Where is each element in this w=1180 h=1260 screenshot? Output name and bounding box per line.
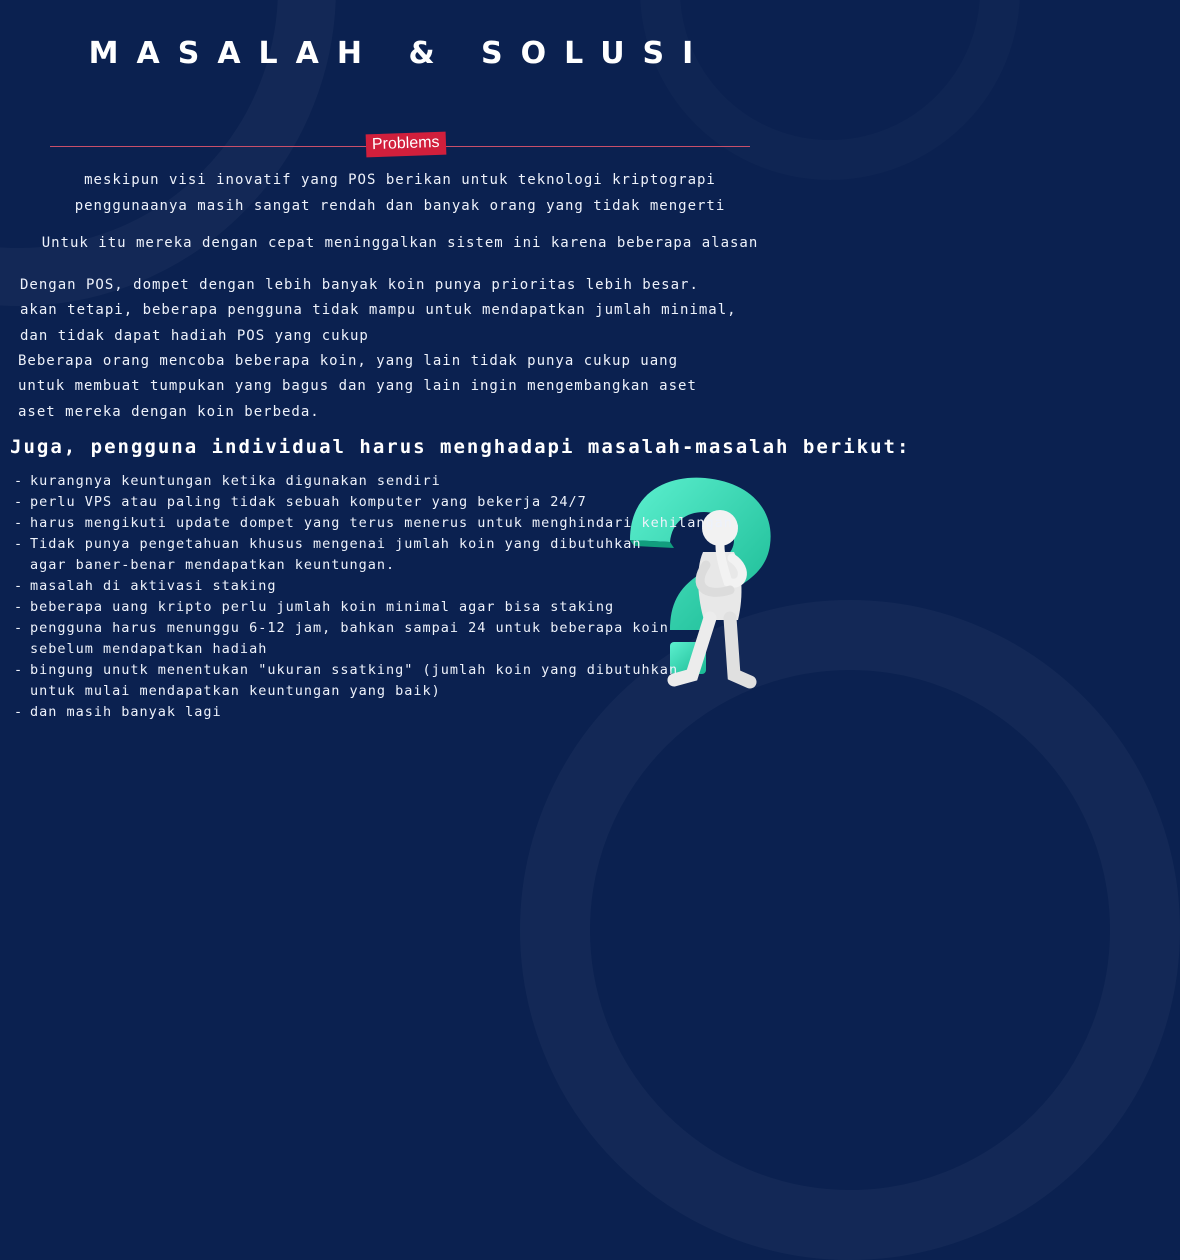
list-item: - beberapa uang kripto perlu jumlah koin minimal agar bisa staking [14,599,615,615]
list-item: - kurangnya keuntungan ketika digunakan sendiri [14,473,441,489]
paragraph-line: akan tetapi, beberapa pengguna tidak mampu untuk mendapatkan jumlah minimal, [20,302,737,318]
background-arc [640,0,1020,180]
paragraph-line: Beberapa orang mencoba beberapa koin, yang lain tidak punya cukup uang [18,353,679,369]
intro-line: meskipun visi inovatif yang POS berikan untuk teknologi kriptograpi [84,172,716,188]
paragraph-line: untuk membuat tumpukan yang bagus dan yang lain ingin mengembangkan aset [18,378,697,394]
list-item: - masalah di aktivasi staking [14,578,277,594]
intro-line: Untuk itu mereka dengan cepat meninggalkan sistem ini karena beberapa alasan [41,235,759,251]
intro-line: penggunaanya masih sangat rendah dan banyak orang yang tidak mengerti [74,198,726,214]
problems-badge: Problems [366,132,446,158]
section-heading: Juga, pengguna individual harus menghadapi masalah-masalah berikut: [10,436,911,458]
list-item: - dan masih banyak lagi [14,704,222,720]
list-item: - harus mengikuti update dompet yang terus menerus untuk menghindari kehilangan. [14,515,742,531]
list-item: - Tidak punya pengetahuan khusus mengenai jumlah koin yang dibutuhkan agar baner-benar mendapatkan keuntungan. [14,536,642,573]
paragraph-line: Dengan POS, dompet dengan lebih banyak koin punya prioritas lebih besar. [20,277,699,293]
list-item: - bingung unutk menentukan "ukuran ssatking" (jumlah koin yang dibutuhkan untuk mulai mendapatkan keuntungan yang baik) [14,662,679,699]
list-item: - pengguna harus menunggu 6-12 jam, bahkan sampai 24 untuk beberapa koin sebelum mendapatkan hadiah [14,620,669,657]
list-item: - perlu VPS atau paling tidak sebuah komputer yang bekerja 24/7 [14,494,587,510]
paragraph-line: aset mereka dengan koin berbeda. [18,404,320,420]
problem-list [14,471,742,723]
page-title: MASALAH & SOLUSI [88,36,712,71]
paragraph-line: dan tidak dapat hadiah POS yang cukup [20,328,369,344]
